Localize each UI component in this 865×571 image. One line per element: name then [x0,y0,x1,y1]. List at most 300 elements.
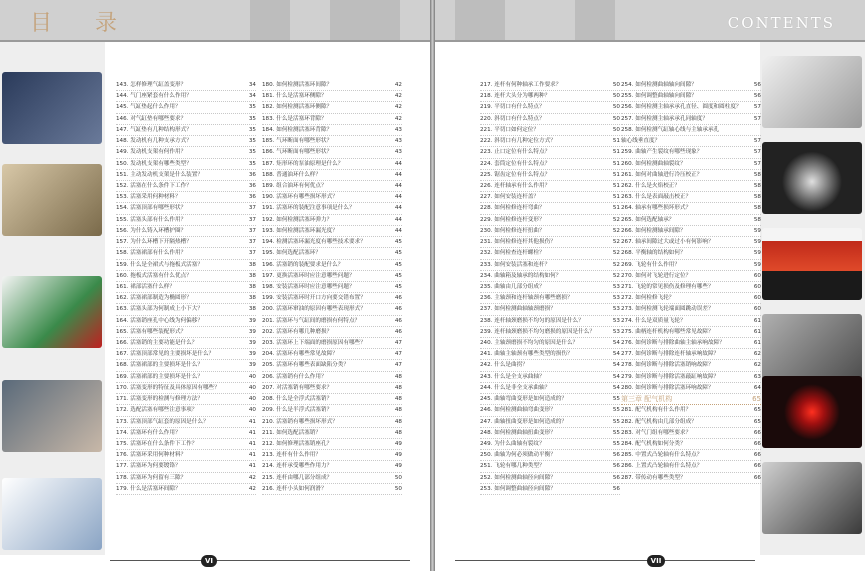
toc-entry-title: 165. 活塞有哪些装配形式？ [116,328,187,335]
toc-entry-title: 250. 曲轴为何必须做动平衡？ [480,452,556,459]
toc-entry-title: 246. 如何检测曲轴弯曲变形？ [480,407,556,414]
toc-leader [742,102,754,112]
toc-entry-page: 39 [248,351,256,358]
toc-entry-page: 48 [394,384,402,391]
toc-entry [262,203,402,214]
toc-entry-page: 46 [394,328,402,335]
toc-entry-title: 204. 活塞环有哪些常见故障？ [262,351,338,358]
toc-leader [343,260,395,270]
toc-entry-title: 178. 活塞环为何留有三隙？ [116,474,187,481]
toc-entry [621,271,761,282]
toc-leader [203,360,249,370]
toc-leader [332,327,395,337]
toc-entry-title: 223. 止口定位有什么特点？ [480,149,551,156]
toc-entry-page: 45 [394,250,402,257]
toc-entry-page: 52 [612,227,620,234]
toc-entry-page: 35 [248,126,256,133]
toc-leader [186,114,249,124]
toc-entry-title: 275. 曲柄连杆机构有哪些常见故障？ [621,328,714,335]
toc-entry [480,372,620,383]
toc-entry-title: 270. 如何对飞轮进行定位？ [621,272,692,279]
toc-entry-page: 41 [248,452,256,459]
toc-entry-title: 156. 为什么铸入环槽护圈？ [116,227,187,234]
toc-entry-title: 273. 如何检测飞轮端面圆跳动误差？ [621,306,714,313]
toc-entry-title: 203. 活塞环上下端面的磨损原因有哪些？ [262,340,366,347]
right-photo-strip [760,42,865,555]
toc-leader [686,159,754,169]
toc-leader [702,170,754,180]
toc-entry-page: 40 [248,384,256,391]
car-interior-photo [2,72,102,144]
toc-entry-page: 52 [612,239,620,246]
toc-entry-title: 173. 活塞顶部气缸套的原因是什么？ [116,418,209,425]
toc-entry-page: 45 [394,283,402,290]
toc-entry-title: 254. 如何检测曲轴轴向间隙？ [621,82,697,88]
right-page [435,0,865,571]
toc-entry [480,237,620,248]
toc-leader [672,394,752,404]
toc-entry [480,383,620,394]
toc-entry [480,450,620,461]
toc-entry-title: 222. 斜切口有几种定位方式？ [480,138,556,145]
toc-entry-page: 53 [612,295,620,302]
toc-leader [321,450,395,460]
toc-entry-title: 269. 飞轮有什么作用？ [621,261,680,268]
toc-entry-page: 53 [612,317,620,324]
toc-entry-title: 235. 曲轴由几部分组成？ [480,283,545,290]
toc-entry-page: 53 [612,328,620,335]
toc-leader [321,248,395,258]
toc-entry-title: 282. 配气机构由几部分组成？ [621,418,697,425]
toc-entry-title: 241. 曲轴主轴颈有哪些类型的损伤？ [480,351,573,358]
toc-leader [186,147,249,157]
toc-entry [480,282,620,293]
toc-leader [327,484,395,494]
toc-leader [686,226,754,236]
toc-entry-title: 146. 对气缸垫有哪些要求？ [116,115,187,122]
toc-entry-title: 157. 为什么环槽下开隔热槽？ [116,239,192,246]
toc-entry-page: 40 [248,396,256,403]
toc-entry [116,203,256,214]
toc-entry-page: 42 [394,104,402,111]
toc-leader [686,316,754,326]
toc-entry-title: 172. 选配活塞有哪些注意事项？ [116,407,198,414]
toc-entry-title: 226. 连杆轴承有什么作用？ [480,182,551,189]
toc-entry [621,260,761,271]
toc-entry-page: 65 [752,395,761,404]
toc-entry-title: 209. 什么是半浮式活塞销？ [262,407,333,414]
toc-entry-title: 218. 连杆大头分为哪两种？ [480,93,551,100]
toc-entry-title: 219. 平切口有什么特点？ [480,104,545,111]
toc-leader [192,125,249,135]
toc-entry-page: 44 [394,205,402,212]
toc-leader [192,136,249,146]
toc-leader [561,80,613,90]
toc-entry-page: 50 [612,93,620,100]
toc-entry-title: 236. 主轴颈和连杆轴颈有哪些磨损？ [480,295,573,302]
toc-entry-page: 60 [753,272,761,279]
toc-leader [332,461,395,471]
toc-entry-page: 38 [248,306,256,313]
toc-entry-title: 264. 轴承有哪些损坏形式？ [621,205,692,212]
warning-light-photo [762,376,862,448]
toc-entry-title: 162. 活塞裙部制造为椭圆形？ [116,295,192,302]
toc-entry [116,327,256,338]
toc-leader [181,428,249,438]
toc-entry [116,383,256,394]
toc-entry-page: 37 [248,205,256,212]
toc-leader [545,248,613,258]
toc-entry-title: 205. 活塞环有哪些表面缺陷分类？ [262,362,349,369]
toc-entry [480,349,620,360]
toc-entry [480,159,620,170]
toc-leader [556,484,613,494]
toc-entry-title: 152. 活塞在什么条件下工作？ [116,182,192,189]
toc-entry-title: 174. 活塞环有什么作用？ [116,429,181,436]
toc-leader [578,338,613,348]
toc-leader [556,136,613,146]
toc-entry [116,484,256,495]
toc-entry-title: 286. 上置式凸轮轴有什么特点？ [621,463,703,470]
mechanics-photo [2,380,102,452]
toc-entry-page: 45 [394,272,402,279]
toc-leader [545,102,613,112]
toc-entry-page: 39 [248,317,256,324]
toc-entry-title: 191. 活塞环的装配注意事项是什么？ [262,205,355,212]
toc-entry-title: 176. 活塞环采用何种材料？ [116,452,187,459]
toc-leader [203,394,249,404]
toc-leader [327,181,395,191]
toc-entry-page: 56 [753,93,761,100]
toc-entry-title: 220. 斜切口有什么特点？ [480,115,545,122]
toc-entry [262,338,402,349]
toc-leader [186,450,249,460]
page-title: 目 录 [30,11,135,36]
toc-leader [332,215,395,225]
toc-entry [621,417,761,428]
toc-entry-page: 47 [394,362,402,369]
toc-entry-page: 54 [612,340,620,347]
toc-entry [621,439,761,450]
toc-leader [550,170,613,180]
toc-entry-title: 轴心线垂直度？ [621,138,661,145]
toc-entry-page: 59 [753,250,761,257]
toc-entry-page: 50 [612,82,620,88]
toc-entry-page: 60 [753,295,761,302]
toc-leader [332,394,395,404]
toc-leader [186,226,249,236]
toc-leader [192,237,249,247]
left-header [0,0,430,42]
toc-leader [539,192,613,202]
toc-leader [192,271,249,281]
toc-entry-page: 53 [612,283,620,290]
toc-entry-title: 217. 连杆有何种轴承工作要求？ [480,82,562,88]
car-chassis-photo [762,56,862,128]
toc-entry [116,159,256,170]
toc-leader [556,450,613,460]
toc-entry-page: 50 [394,485,402,492]
toc-leader [203,170,249,180]
toc-entry-title: 238. 连杆轴颈磨损不均匀的原因是什么？ [480,317,584,324]
toc-entry-page: 53 [612,306,620,313]
toc-leader [203,372,249,382]
header-deco [455,0,505,40]
toc-leader [714,327,754,337]
toc-entry-title: 263. 什么是表面敲击校正？ [621,194,692,201]
toc-entry-page: 39 [248,328,256,335]
toc-entry-page: 56 [612,485,620,492]
toc-leader [181,102,249,112]
toc-entry [262,428,402,439]
toc-entry-page: 50 [612,115,620,122]
toc-leader [545,226,613,236]
toc-leader [550,91,613,101]
toc-entry-page: 48 [394,418,402,425]
header-deco [250,0,290,40]
toc-entry [621,80,761,91]
toc-entry [116,237,256,248]
toc-entry-page: 55 [612,418,620,425]
toc-leader [321,170,395,180]
toc-entry-page: 57 [753,104,761,111]
toc-entry-title: 154. 活塞顶部有哪些形状？ [116,205,187,212]
toc-entry [621,215,761,226]
toc-entry [480,394,620,405]
toc-entry-page: 37 [248,250,256,257]
toc-entry-title: 266. 如何检测轴承间隙？ [621,227,686,234]
toc-entry-page: 35 [248,115,256,122]
toc-entry-page: 37 [248,239,256,246]
toc-entry-page: 65 [753,407,761,414]
toc-entry-title: 245. 曲轴弯曲变形是如何造成的？ [480,396,567,403]
toc-leader [691,428,754,438]
toc-entry-page: 40 [248,407,256,414]
toc-entry [262,293,402,304]
toc-entry-title: 166. 活塞销的主要功能是什么？ [116,340,198,347]
toc-leader [332,125,395,135]
toc-entry-title: 276. 如何诊断与排除曲轴主轴承响故障？ [621,340,725,347]
toc-entry [480,147,620,158]
toc-entry [621,461,761,472]
toc-entry-page: 63 [753,373,761,380]
toc-entry-title: 199. 安装活塞环时开口方向要交错布置？ [262,295,366,302]
toc-entry [262,304,402,315]
toc-column-2 [262,80,402,495]
toc-entry [480,405,620,416]
toc-entry-title: 274. 什么是双质量飞轮？ [621,317,686,324]
toc-entry-title: 167. 活塞顶部常见的主要损坏是什么？ [116,351,215,358]
toc-entry [116,450,256,461]
toc-entry [116,349,256,360]
toc-entry-page: 66 [753,429,761,436]
toc-entry-page: 38 [248,295,256,302]
toc-entry-page: 51 [612,182,620,189]
toc-entry [621,428,761,439]
toc-entry-title: 211. 如何选配活塞销？ [262,429,321,436]
toc-entry [262,114,402,125]
toc-entry [480,114,620,125]
toc-entry [480,215,620,226]
toc-leader [545,282,613,292]
toc-leader [545,215,613,225]
toc-entry-page: 54 [612,373,620,380]
toc-entry [116,192,256,203]
toc-entry-page: 55 [612,396,620,403]
toc-entry [480,226,620,237]
toc-entry [480,271,620,282]
toc-entry-page: 56 [612,474,620,481]
toc-entry-title: 188. 普通油环什么样？ [262,171,321,178]
toc-entry [116,102,256,113]
toc-entry-page: 54 [612,351,620,358]
toc-entry-title: 169. 活塞裙部的主要损坏是什么？ [116,373,203,380]
toc-entry-page: 61 [753,340,761,347]
toc-entry [621,293,761,304]
toc-entry-page: 48 [394,429,402,436]
toc-leader [691,405,754,415]
toc-entry-title: 180. 如何检测活塞环间隙？ [262,82,333,88]
toc-entry-title: 265. 如何选配轴承？ [621,216,675,223]
toc-entry-title: 216. 连杆小头如何润滑？ [262,485,327,492]
toc-entry [116,473,256,484]
toc-leader [192,91,249,101]
toc-entry [116,439,256,450]
toc-leader [545,439,613,449]
toc-entry-page: 59 [753,227,761,234]
toc-entry-page: 54 [612,362,620,369]
toc-entry [116,293,256,304]
toc-leader [556,304,613,314]
toc-entry-page: 64 [753,384,761,391]
toc-entry-title: 253. 如何调整曲轴径向间隙？ [480,485,556,492]
toc-leader [186,203,249,213]
toc-entry-page: 36 [248,194,256,201]
toc-leader [550,147,613,157]
toc-entry-title: 259. 曲轴产生裂纹有哪些现象？ [621,149,703,156]
toc-entry-title: 170. 活塞变形的特征及具体原因有哪些？ [116,384,220,391]
toc-entry [116,316,256,327]
toc-leader [366,293,395,303]
toc-leader [714,237,754,247]
toc-leader [338,226,395,236]
toc-entry-title: 272. 如何检修飞轮？ [621,295,675,302]
toc-entry [621,349,761,360]
toc-entry [116,360,256,371]
toc-entry-page: 50 [612,126,620,133]
footer-rule [455,560,755,561]
toc-entry-page: 58 [753,216,761,223]
toc-entry [480,360,620,371]
toc-entry-title: 175. 活塞环在什么条件下工作？ [116,441,198,447]
toc-entry-title: 243. 什么是全支承曲轴？ [480,373,545,380]
toc-entry [262,226,402,237]
suv-snow-photo [2,478,102,550]
toc-leader [686,439,754,449]
toc-entry [480,428,620,439]
toc-leader [192,181,249,191]
toc-leader [321,428,395,438]
toc-entry-title: 200. 活塞环窜油的原因有哪些表现形式？ [262,306,366,313]
toc-leader [186,248,249,258]
toc-entry [116,181,256,192]
toc-entry-title: 247. 曲轴扭曲变形是如何造成的？ [480,418,567,425]
toc-entry-page: 47 [394,340,402,347]
toc-leader [714,383,754,393]
toc-entry-page: 44 [394,182,402,189]
toc-leader [181,484,249,494]
toc-entry-title: 224. 套筒定位有什么特点？ [480,160,551,167]
toc-entry-title: 196. 活塞销的装配要求是什么？ [262,261,344,268]
toc-entry [480,293,620,304]
dashboard-knob-photo [762,142,862,214]
toc-entry [621,226,761,237]
toc-entry [262,461,402,472]
toc-entry-title: 284. 配气机构如何分类？ [621,441,686,447]
toc-entry-title: 158. 活塞裙部有什么作用？ [116,250,187,257]
toc-entry-page: 57 [753,115,761,122]
toc-entry [621,147,761,158]
toc-leader [550,383,613,393]
toc-entry [116,125,256,136]
toc-leader [332,383,395,393]
toc-entry [116,91,256,102]
toc-leader [686,248,754,258]
toc-entry-title: 233. 如何安装活塞和连杆？ [480,261,551,268]
toc-entry-page: 35 [248,104,256,111]
toc-leader [214,349,249,359]
toc-leader [719,125,761,135]
toc-leader [197,439,249,449]
toc-leader [714,360,754,370]
toc-entry [262,80,402,91]
toc-entry-page: 66 [753,474,761,481]
batteries-photo [762,228,862,300]
toc-leader [203,304,249,314]
toc-leader [595,327,613,337]
toc-entry [262,181,402,192]
toc-entry-page: 44 [394,216,402,223]
toc-entry-title: 147. 气缸垫有几种结构形式？ [116,126,192,133]
toc-leader [697,417,754,427]
toc-entry-page: 37 [248,216,256,223]
toc-leader [702,450,754,460]
toc-entry-title: 212. 如何修理活塞销座孔？ [262,441,333,447]
toc-leader [355,203,395,213]
toc-entry [621,473,761,484]
toc-entry-title: 215. 连杆由哪几部分组成？ [262,474,333,481]
seat-photo [2,164,102,236]
toc-entry-title: 225. 锯齿定位有什么特点？ [480,171,551,178]
toc-entry [480,338,620,349]
toc-entry [480,248,620,259]
toc-entry [116,394,256,405]
toc-entry [262,91,402,102]
toc-entry [262,215,402,226]
toc-leader [725,338,754,348]
toc-leader [545,372,613,382]
toc-entry [262,349,402,360]
toc-entry [621,405,761,416]
toc-entry-page: 61 [753,317,761,324]
toc-leader [545,114,613,124]
toc-entry-title: 252. 如何检测曲轴径向间隙？ [480,474,556,481]
toc-entry-page: 43 [394,138,402,145]
toc-leader [550,260,613,270]
toc-entry [621,125,761,136]
toc-entry-page: 52 [612,250,620,257]
page-number: VII [647,555,665,567]
